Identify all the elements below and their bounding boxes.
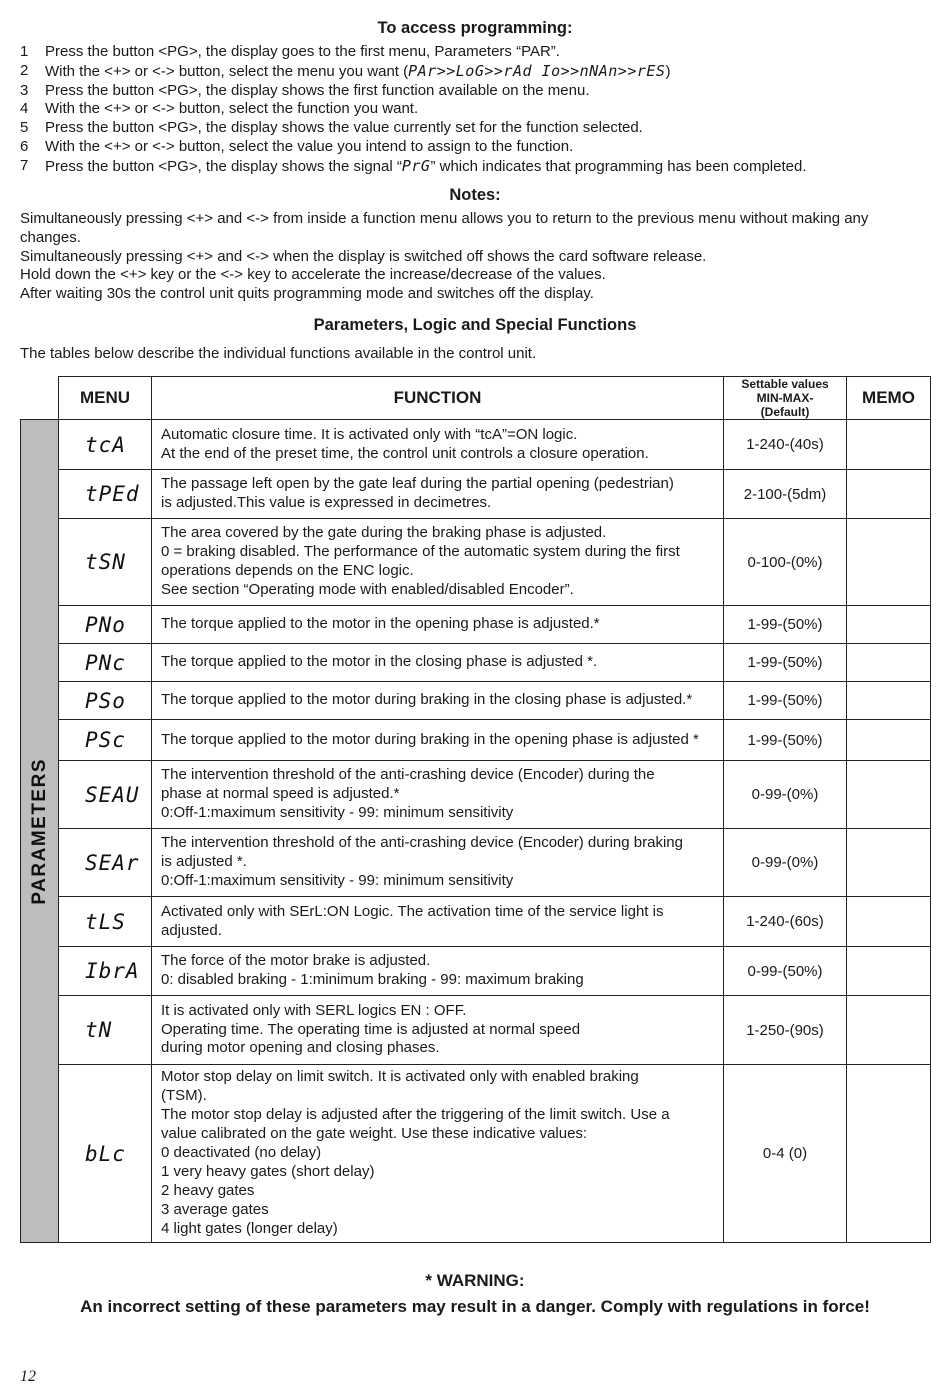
note-item: After waiting 30s the control unit quits programming mode and switches off the display.: [20, 285, 594, 303]
settable-value: 0-4 (0): [724, 1065, 847, 1243]
step-item: [20, 43, 940, 62]
menu-code: PSc: [59, 720, 152, 761]
step-number: 3: [20, 81, 29, 99]
header-values-line1: Settable values: [741, 377, 829, 391]
function-line: The motor stop delay is adjusted after the triggering of the limit switch. Use a: [161, 1106, 670, 1124]
menu-code: tLS: [59, 897, 152, 947]
function-description: [152, 761, 724, 829]
settable-value: 2-100-(5dm): [724, 470, 847, 519]
function-line: Automatic closure time. It is activated only with “tcA”=ON logic.: [161, 425, 578, 443]
note-item: Simultaneously pressing <+> and <-> when the display is switched off shows the card software release.: [20, 247, 707, 265]
table-row: [21, 606, 931, 644]
step-text: [45, 157, 807, 177]
function-line: The intervention threshold of the anti-crashing device (Encoder) during braking: [161, 834, 683, 852]
function-line: phase at normal speed is adjusted.*: [161, 785, 400, 803]
step-number: 2: [20, 61, 29, 79]
settable-value: 1-99-(50%): [724, 682, 847, 720]
function-line: The intervention threshold of the anti-crashing device (Encoder) during the: [161, 766, 655, 784]
memo-cell: [847, 947, 931, 996]
step-text-after: ” which indicates that programming has been completed.: [430, 157, 807, 175]
function-description: [152, 682, 724, 720]
function-description: [152, 470, 724, 519]
settable-value: 0-99-(0%): [724, 761, 847, 829]
function-line: Operating time. The operating time is adjusted at normal speed: [161, 1020, 581, 1038]
function-description: [152, 1065, 724, 1243]
function-line: The force of the motor brake is adjusted.: [161, 952, 431, 970]
step-text: [45, 62, 670, 82]
memo-cell: [847, 470, 931, 519]
header-menu: MENU: [59, 377, 152, 420]
section-heading: Parameters, Logic and Special Functions: [313, 316, 637, 334]
menu-code: SEAU: [59, 761, 152, 829]
warning-text: An incorrect setting of these parameters may result in a danger. Comply with regulations in force!: [80, 1297, 870, 1316]
function-description: [152, 606, 724, 644]
menu-code: IbrA: [59, 947, 152, 996]
memo-cell: [847, 897, 931, 947]
function-line: 0 deactivated (no delay): [161, 1144, 322, 1162]
function-line: At the end of the preset time, the control unit controls a closure operation.: [161, 444, 649, 462]
function-line: 3 average gates: [161, 1200, 269, 1218]
function-description: [152, 644, 724, 682]
settable-value: 0-100-(0%): [724, 519, 847, 606]
step-text-main: With the <+> or <-> button, select the function you want.: [45, 100, 419, 118]
function-line: value calibrated on the gate weight. Use these indicative values:: [161, 1125, 588, 1143]
step-text-main: With the <+> or <-> button, select the menu you want (: [45, 62, 409, 80]
step-number: 1: [20, 43, 29, 60]
function-line: adjusted.: [161, 921, 222, 939]
memo-cell: [847, 519, 931, 606]
table-row: [21, 829, 931, 897]
function-line: It is activated only with SERL logics EN : OFF.: [161, 1001, 467, 1019]
side-label-text: PARAMETERS: [28, 757, 50, 905]
step-text-main: Press the button <PG>, the display goes to the first menu, Parameters “PAR”.: [45, 43, 560, 60]
function-description: [152, 420, 724, 470]
settable-value: 1-240-(60s): [724, 897, 847, 947]
step-text: [45, 82, 589, 101]
table-row: [21, 644, 931, 682]
step-item: [20, 100, 940, 119]
function-line: Activated only with SErL:ON Logic. The activation time of the service light is: [161, 902, 664, 920]
settable-value: 1-99-(50%): [724, 720, 847, 761]
function-line: The torque applied to the motor in the opening phase is adjusted.*: [161, 615, 600, 633]
steps-list: [20, 43, 940, 177]
notes-heading: Notes:: [449, 186, 501, 204]
function-line: 0:Off-1:maximum sensitivity - 99: minimum sensitivity: [161, 871, 514, 889]
step-item: [20, 138, 940, 157]
table-row: [21, 897, 931, 947]
function-line: The area covered by the gate during the braking phase is adjusted.: [161, 524, 607, 542]
step-number: 7: [20, 156, 29, 174]
table-row: [21, 420, 931, 470]
header-values-line2: MIN-MAX-(Default): [756, 391, 814, 419]
function-line: during motor opening and closing phases.: [161, 1039, 440, 1057]
menu-code: tN: [59, 996, 152, 1065]
function-line: 2 heavy gates: [161, 1181, 255, 1199]
memo-cell: [847, 606, 931, 644]
step-text: [45, 138, 573, 157]
menu-code: SEAr: [59, 829, 152, 897]
warning-title: * WARNING:: [425, 1271, 525, 1290]
step-number: 4: [20, 100, 29, 118]
step-number: 6: [20, 137, 29, 155]
function-line: Motor stop delay on limit switch. It is activated only with enabled braking: [161, 1068, 639, 1086]
function-description: [152, 829, 724, 897]
function-line: 0: disabled braking - 1:minimum braking - 99: maximum braking: [161, 971, 584, 988]
function-line: 0 = braking disabled. The performance of the automatic system during the first: [161, 543, 680, 561]
step-item: [20, 82, 940, 101]
memo-cell: [847, 720, 931, 761]
function-description: [152, 996, 724, 1065]
step-text-main: Press the button <PG>, the display shows the signal “: [45, 157, 402, 175]
menu-code: tSN: [59, 519, 152, 606]
table-row: [21, 519, 931, 606]
menu-code: PSo: [59, 682, 152, 720]
menu-code: bLc: [59, 1065, 152, 1243]
step-text: [45, 119, 643, 138]
settable-value: 1-250-(90s): [724, 996, 847, 1065]
intro-text: The tables below describe the individual functions available in the control unit.: [20, 345, 537, 362]
step-text: [45, 100, 418, 119]
function-line: The torque applied to the motor during braking in the opening phase is adjusted *: [161, 730, 699, 748]
memo-cell: [847, 761, 931, 829]
function-description: [152, 897, 724, 947]
function-line: (TSM).: [161, 1087, 207, 1105]
function-description: [152, 720, 724, 761]
menu-code: PNc: [59, 644, 152, 682]
step-text-main: With the <+> or <-> button, select the value you intend to assign to the function.: [45, 137, 574, 155]
step-item: [20, 119, 940, 138]
header-memo: MEMO: [847, 377, 931, 420]
step-text-after: ): [665, 62, 671, 80]
step-lcd-code: PrG: [401, 156, 431, 175]
function-line: See section “Operating mode with enabled/disabled Encoder”.: [161, 580, 574, 598]
function-line: is adjusted *.: [161, 853, 247, 871]
step-item: [20, 157, 940, 177]
function-description: [152, 519, 724, 606]
memo-cell: [847, 996, 931, 1065]
step-text-main: Press the button <PG>, the display shows the value currently set for the function selected.: [45, 119, 643, 137]
settable-value: 1-99-(50%): [724, 606, 847, 644]
header-values: [724, 377, 847, 420]
step-text: [45, 43, 560, 62]
settable-value: 1-99-(50%): [724, 644, 847, 682]
table-row: [21, 761, 931, 829]
step-lcd-code: PAr>>LoG>>rAd Io>>nNAn>>rES: [408, 61, 666, 80]
function-line: 0:Off-1:maximum sensitivity - 99: minimum sensitivity: [161, 803, 514, 821]
memo-cell: [847, 829, 931, 897]
memo-cell: [847, 420, 931, 470]
function-line: 1 very heavy gates (short delay): [161, 1162, 375, 1180]
function-description: [152, 947, 724, 996]
memo-cell: [847, 644, 931, 682]
step-text-main: Press the button <PG>, the display shows the first function available on the menu.: [45, 81, 590, 99]
parameters-side-label: [21, 420, 59, 1243]
menu-code: tPEd: [59, 470, 152, 519]
header-function: FUNCTION: [152, 377, 724, 420]
parameters-table: [20, 376, 931, 1243]
table-row: [21, 720, 931, 761]
function-line: 4 light gates (longer delay): [161, 1219, 338, 1237]
function-line: is adjusted.This value is expressed in decimetres.: [161, 494, 492, 511]
note-item: Hold down the <+> key or the <-> key to accelerate the increase/decrease of the values.: [20, 266, 606, 284]
step-number: 5: [20, 119, 29, 137]
settable-value: 0-99-(50%): [724, 947, 847, 996]
settable-value: 1-240-(40s): [724, 420, 847, 470]
function-line: The torque applied to the motor in the closing phase is adjusted *.: [161, 653, 598, 671]
menu-code: PNo: [59, 606, 152, 644]
table-row: [21, 1065, 931, 1243]
function-line: operations depends on the ENC logic.: [161, 562, 414, 579]
function-line: The torque applied to the motor during braking in the closing phase is adjusted.*: [161, 691, 693, 709]
function-line: The passage left open by the gate leaf during the partial opening (pedestrian): [161, 475, 674, 493]
table-row: [21, 947, 931, 996]
access-heading: To access programming:: [377, 19, 573, 37]
blank-corner: [21, 377, 59, 420]
step-item: [20, 62, 940, 82]
settable-value: 0-99-(0%): [724, 829, 847, 897]
menu-code: tcA: [59, 420, 152, 470]
table-row: [21, 470, 931, 519]
note-item: Simultaneously pressing <+> and <-> from inside a function menu allows you to return to the previous menu without making any changes.: [20, 210, 869, 246]
table-row: [21, 996, 931, 1065]
memo-cell: [847, 682, 931, 720]
memo-cell: [847, 1065, 931, 1243]
notes-list: [20, 210, 932, 304]
page-number: 12: [20, 1368, 36, 1385]
table-row: [21, 682, 931, 720]
